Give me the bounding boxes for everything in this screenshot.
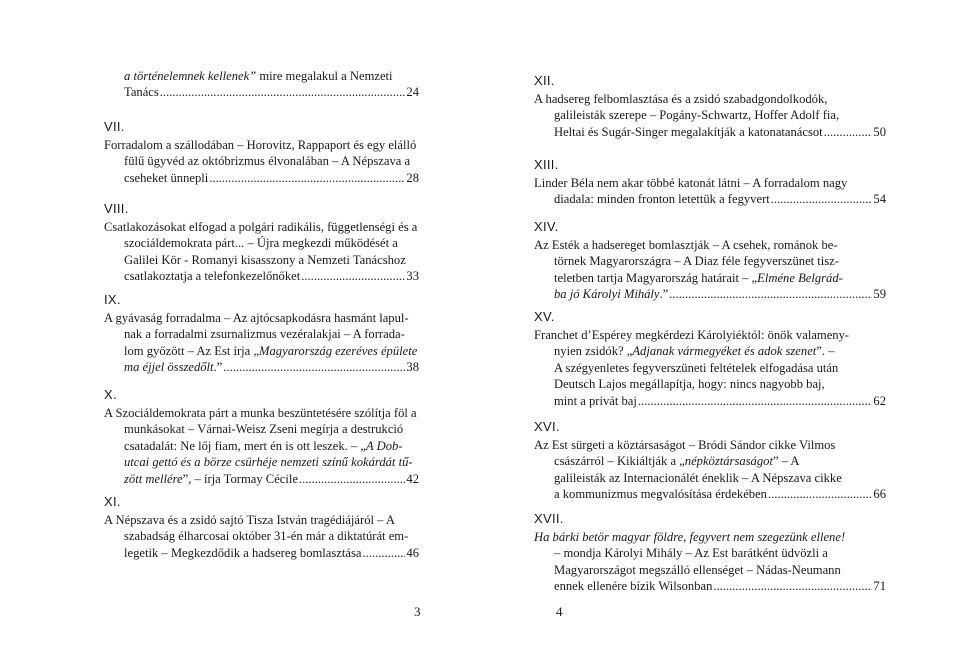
text-segment: ennek ellenére bízik Wilsonban bbox=[554, 579, 713, 594]
dot-leader bbox=[160, 84, 406, 100]
right-page bbox=[480, 0, 960, 666]
text-segment: csatlakoztatja a telefonkezelőnőket bbox=[124, 269, 301, 284]
text-segment: Csatlakozásokat elfogad a polgári radikális, függetlenségi és a bbox=[104, 220, 418, 234]
toc-line-text bbox=[124, 471, 298, 487]
toc-line bbox=[104, 421, 419, 437]
chapter-summary bbox=[104, 137, 419, 186]
toc-line-with-page bbox=[534, 286, 886, 302]
chapter-summary bbox=[534, 327, 886, 409]
toc-line-text bbox=[124, 268, 300, 284]
toc-line bbox=[104, 153, 419, 169]
dot-leader bbox=[824, 124, 873, 140]
text-segment: fülű ügyvéd az októbrizmus élvonalában – A Népszava a bbox=[124, 154, 411, 169]
toc-entry-xv[interactable] bbox=[534, 308, 886, 409]
text-segment: ”. – bbox=[816, 344, 835, 359]
toc-line-with-page bbox=[534, 124, 886, 140]
toc-line bbox=[534, 107, 886, 123]
toc-line bbox=[104, 438, 419, 454]
toc-line-text bbox=[554, 578, 712, 594]
text-segment: .” bbox=[659, 287, 669, 302]
toc-line-text bbox=[124, 170, 208, 186]
text-segment: szociáldemokrata párt... – Újra megkezdi működését a bbox=[124, 236, 398, 251]
chapter-summary bbox=[534, 437, 886, 503]
toc-entry-viii[interactable] bbox=[104, 200, 419, 285]
toc-line bbox=[534, 562, 886, 578]
toc-entry-xvii[interactable] bbox=[534, 510, 886, 595]
italic-text: A Dob- bbox=[366, 438, 403, 453]
text-segment: ” – A bbox=[772, 454, 800, 469]
toc-line bbox=[534, 545, 886, 561]
text-segment: Franchet d’Espérey megkérdezi Károlyiéktól: önök valameny- bbox=[534, 328, 850, 342]
toc-entry-vi-cont[interactable] bbox=[124, 68, 419, 101]
toc-line-with-page bbox=[104, 545, 419, 561]
text-segment: Az Esték a hadsereget bomlasztják – A csehek, románok be- bbox=[534, 238, 838, 252]
chapter-summary bbox=[534, 529, 886, 595]
page-number-left: 3 bbox=[414, 604, 421, 619]
text-segment: galileisták szerepe – Pogány-Schwartz, Hoffer Adolf fia, bbox=[554, 108, 840, 123]
chapter-summary bbox=[534, 175, 886, 208]
toc-line-with-page bbox=[104, 170, 419, 186]
dot-leader bbox=[768, 486, 872, 502]
italic-text: a történelemnek kellenek” bbox=[124, 69, 260, 83]
text-segment: A szégyenletes fegyverszüneti feltételek elfogadása után bbox=[554, 360, 839, 375]
chapter-summary bbox=[104, 405, 419, 487]
chapter-number: XVI. bbox=[534, 419, 560, 434]
text-segment: mint a privát baj bbox=[554, 393, 637, 408]
toc-entry-xiii[interactable] bbox=[534, 156, 886, 208]
dot-leader bbox=[223, 359, 405, 375]
toc-line-text bbox=[554, 191, 770, 207]
toc-line bbox=[534, 360, 886, 376]
text-segment: A gyávaság forradalma – Az ajtócsapkodásra hasmánt lapul- bbox=[104, 311, 409, 325]
toc-page-ref: 50 bbox=[873, 124, 886, 139]
toc-line-text bbox=[124, 545, 361, 561]
toc-line bbox=[534, 529, 886, 545]
italic-text: Adjanak vármegyéket és adok szenet bbox=[632, 344, 817, 359]
toc-page-ref: 24 bbox=[406, 85, 419, 100]
text-segment: törnek Magyarországra – A Diaz féle fegyverszünet tisz- bbox=[554, 254, 839, 269]
text-segment: Tanács bbox=[124, 85, 159, 100]
dot-leader bbox=[713, 578, 872, 594]
toc-line bbox=[104, 454, 419, 470]
toc-line bbox=[104, 310, 419, 326]
toc-line-with-page bbox=[534, 578, 886, 594]
toc-line-with-page bbox=[534, 486, 886, 502]
page-number-right: 4 bbox=[556, 604, 563, 619]
text-segment: Heltai és Sugár-Singer megalakítják a katonatanácsot bbox=[554, 124, 823, 139]
text-segment: Deutsch Lajos megállapítja, hogy: nincs nagyobb baj, bbox=[554, 377, 825, 392]
chapter-summary bbox=[104, 512, 419, 561]
toc-page-ref: 62 bbox=[873, 393, 886, 408]
chapter-summary bbox=[534, 237, 886, 303]
italic-text: ba jó Károlyi Mihály bbox=[554, 287, 660, 302]
toc-page-ref: 66 bbox=[873, 487, 886, 502]
toc-line bbox=[124, 68, 419, 84]
dot-leader bbox=[362, 545, 405, 561]
chapter-number: XII. bbox=[534, 73, 555, 88]
chapter-number: VII. bbox=[104, 119, 125, 134]
text-segment: munkásokat – Várnai-Weisz Zseni megírja a destrukció bbox=[124, 422, 404, 437]
toc-line bbox=[104, 137, 419, 153]
chapter-number: X. bbox=[104, 387, 117, 402]
chapter-number: XIII. bbox=[534, 157, 559, 172]
text-segment: cseheket ünnepli bbox=[124, 170, 209, 185]
toc-line bbox=[104, 219, 419, 235]
text-segment: Az Est sürgeti a köztársaságot – Bródi Sándor cikke Vilmos bbox=[534, 438, 836, 452]
toc-line-text bbox=[554, 393, 637, 409]
chapter-number: XI. bbox=[104, 494, 121, 509]
toc-line bbox=[534, 470, 886, 486]
text-segment: Linder Béla nem akar többé katonát látni – A forradalom nagy bbox=[534, 176, 848, 190]
toc-line-text bbox=[554, 124, 823, 140]
italic-text: utcai gettó és a börze csürhéje nemzeti színű kokárdát tű- bbox=[124, 455, 413, 470]
toc-line bbox=[534, 437, 886, 453]
toc-page-ref: 46 bbox=[406, 545, 419, 560]
chapter-summary bbox=[124, 68, 419, 101]
chapter-number: IX. bbox=[104, 292, 121, 307]
toc-entry-xi[interactable] bbox=[104, 493, 419, 561]
italic-text: Magyarország ezeréves épülete bbox=[259, 343, 418, 358]
text-segment: mire megalakul a Nemzeti bbox=[259, 69, 393, 83]
text-segment: teletben tartja Magyarország határait – „ bbox=[554, 270, 758, 285]
toc-entry-xvi[interactable] bbox=[534, 418, 886, 503]
toc-entry-vii[interactable] bbox=[104, 118, 419, 186]
chapter-number: XIV. bbox=[534, 219, 559, 234]
toc-line-text bbox=[554, 486, 767, 502]
toc-line bbox=[104, 235, 419, 251]
toc-page-ref: 71 bbox=[873, 579, 886, 594]
text-segment: – mondja Károlyi Mihály – Az Est barátként üdvözli a bbox=[554, 546, 828, 561]
toc-line-text bbox=[554, 286, 668, 302]
chapter-summary bbox=[104, 310, 419, 376]
chapter-number: XVII. bbox=[534, 511, 564, 526]
dot-leader bbox=[638, 393, 873, 409]
toc-page-ref: 33 bbox=[406, 269, 419, 284]
italic-text: Elméne Belgrád- bbox=[757, 270, 843, 285]
dot-leader bbox=[209, 170, 405, 186]
chapter-number: VIII. bbox=[104, 201, 129, 216]
toc-line-with-page bbox=[104, 268, 419, 284]
text-segment: A Népszava és a zsidó sajtó Tisza István tragédiájáról – A bbox=[104, 513, 395, 527]
text-segment: .” bbox=[213, 360, 223, 375]
toc-line-text bbox=[124, 84, 159, 100]
dot-leader bbox=[771, 191, 873, 207]
italic-text: népköztársaságot bbox=[684, 454, 773, 469]
text-segment: legetik – Megkezdődik a hadsereg bomlasztása bbox=[124, 545, 362, 560]
text-segment: A Szociáldemokrata párt a munka beszüntetésére szólítja föl a bbox=[104, 406, 417, 420]
toc-entry-xiv[interactable] bbox=[534, 218, 886, 303]
text-segment: Forradalom a szállodában – Horovitz, Rappaport és egy elálló bbox=[104, 138, 417, 152]
text-segment: a kommunizmus megvalósítása érdekében bbox=[554, 487, 767, 502]
toc-line bbox=[104, 252, 419, 268]
text-segment: galileisták az Internacionálét éneklik – A Népszava cikke bbox=[554, 470, 842, 485]
toc-line-with-page bbox=[534, 191, 886, 207]
chapter-summary bbox=[104, 219, 419, 285]
toc-line-with-page bbox=[104, 359, 419, 375]
chapter-number: XV. bbox=[534, 309, 555, 324]
toc-line-text bbox=[124, 359, 222, 375]
text-segment: csatadalát: Ne lőj fiam, mert én is ott leszek. – „ bbox=[124, 438, 366, 453]
italic-text: Ha bárki betör magyar földre, fegyvert nem szegezünk ellene! bbox=[534, 530, 846, 544]
text-segment: nak a forradalmi zsurnalizmus vezéralakjai – A forrada- bbox=[124, 327, 405, 342]
text-segment: császárról – Kikiáltják a „ bbox=[554, 454, 685, 469]
toc-line bbox=[104, 512, 419, 528]
toc-line bbox=[104, 528, 419, 544]
italic-text: zött mellére bbox=[124, 471, 183, 486]
toc-line bbox=[534, 343, 886, 359]
toc-line bbox=[534, 237, 886, 253]
toc-page-ref: 38 bbox=[406, 360, 419, 375]
toc-line bbox=[534, 253, 886, 269]
text-segment: Magyarországot megszálló ellenséget – Nádas-Neumann bbox=[554, 562, 841, 577]
toc-page-ref: 28 bbox=[406, 170, 419, 185]
toc-line-with-page bbox=[534, 393, 886, 409]
toc-line bbox=[104, 405, 419, 421]
dot-leader bbox=[299, 471, 405, 487]
toc-line bbox=[534, 453, 886, 469]
toc-line bbox=[104, 326, 419, 342]
toc-line bbox=[534, 91, 886, 107]
chapter-summary bbox=[534, 91, 886, 140]
text-segment: A hadsereg felbomlasztása és a zsidó szabadgondolkodók, bbox=[534, 92, 828, 106]
toc-page-ref: 54 bbox=[873, 192, 886, 207]
text-segment: diadala: minden fronton letettük a fegyvert bbox=[554, 192, 770, 207]
toc-line-with-page bbox=[104, 471, 419, 487]
toc-entry-x[interactable] bbox=[104, 386, 419, 487]
text-segment: nyien zsidók? „ bbox=[554, 344, 633, 359]
toc-page-ref: 42 bbox=[406, 471, 419, 486]
toc-line bbox=[534, 270, 886, 286]
dot-leader bbox=[669, 286, 872, 302]
dot-leader bbox=[301, 268, 405, 284]
text-segment: lom győzött – Az Est írja „ bbox=[124, 343, 260, 358]
toc-line bbox=[534, 327, 886, 343]
italic-text: ma éjjel összedőlt bbox=[124, 360, 214, 375]
toc-line bbox=[104, 343, 419, 359]
toc-line bbox=[534, 175, 886, 191]
toc-line bbox=[534, 376, 886, 392]
toc-entry-xii[interactable] bbox=[534, 72, 886, 140]
toc-entry-ix[interactable] bbox=[104, 291, 419, 376]
toc-page-ref: 59 bbox=[873, 287, 886, 302]
text-segment: szabadság élharcosai október 31-én már a diktatúrát em- bbox=[124, 529, 409, 544]
toc-line-with-page bbox=[124, 84, 419, 100]
text-segment: ”, – írja Tormay Cécile bbox=[182, 471, 298, 486]
text-segment: Galilei Kör - Romanyi kisasszony a Nemzeti Tanácshoz bbox=[124, 252, 406, 267]
